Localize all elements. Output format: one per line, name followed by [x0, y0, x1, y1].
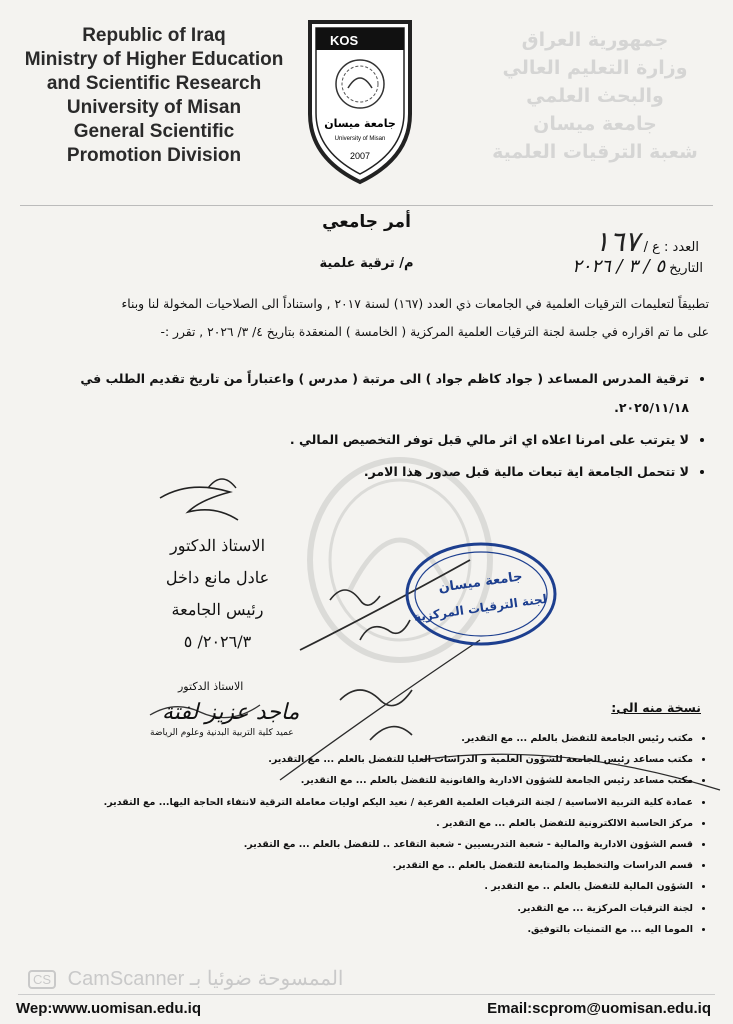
copy-recipient: • قسم الشؤون الادارية والمالية - شعبة التدريسيين - شعبة التقاعد .. للتفضل بالعلم ... مع التقدير. [53, 834, 693, 855]
signatory-position: رئيس الجامعة [171, 600, 264, 619]
logo-top-text: KOS [330, 33, 359, 48]
letterhead-line: شعبة الترقيات العلمية [492, 141, 698, 163]
document-subject: م/ ترقية علمية [319, 256, 414, 271]
reference-number-value: ١٦٧ [594, 225, 640, 258]
copies-list [53, 728, 709, 940]
letterhead-line: جامعة ميسان [533, 113, 657, 135]
letterhead-line: University of Misan [66, 97, 242, 118]
reference-date-value: ٥ / ٣ / ٢٠٢٦ [572, 256, 666, 277]
footer-divider [18, 994, 715, 995]
president-signature-block [150, 530, 285, 658]
document-title: أمر جامعي [322, 212, 411, 232]
scanner-watermark [28, 966, 344, 991]
dean-position: عميد كلية التربية البدنية وعلوم الرياضة [150, 728, 294, 738]
signature-date: ٢٠٢٦/٣/ ٥ [183, 632, 252, 651]
stamp-line-1: جامعة ميسان [437, 569, 524, 596]
dean-name: ماجد عزيز لفتة [162, 700, 300, 725]
copy-recipient: • عمادة كلية التربية الاساسية / لجنة الترقيات العلمية الفرعية / نعيد اليكم اوليات معاملة الترقية لانتفاء الحاجة اليها... مع التقدير. [53, 792, 693, 813]
university-logo [306, 18, 414, 186]
decision-item: • لا تتحمل الجامعة اية تبعات مالية قبل صدور هذا الامر. [24, 457, 689, 486]
letterhead-line: وزارة التعليم العالي [502, 57, 688, 79]
letterhead-line: and Scientific Research [46, 73, 262, 94]
stamp-line-2: لجنة الترقيات المركزية [412, 591, 548, 625]
body-paragraph: تطبيقاً لتعليمات الترقيات العلمية في الجامعات ذي العدد (١٦٧) لسنة ٢٠١٧ , واستناداً الى الصلاحيات المخولة لنا وبناء [121, 297, 709, 311]
signatory-title: الاستاذ الدكتور [169, 536, 266, 555]
arabic-letterhead [475, 26, 715, 166]
copy-recipient: • قسم الدراسات والتخطيط والمتابعة للتفضل بالعلم .. مع التقدير. [53, 855, 693, 876]
footer-website[interactable]: Wep:www.uomisan.edu.iq [16, 1000, 202, 1017]
body-paragraph: على ما تم اقراره في جلسة لجنة الترقيات العلمية المركزية ( الخامسة ) المنعقدة بتاريخ ٤/ ٣/ ٢٠٢٦ , تقرر :- [160, 325, 709, 339]
copy-recipient: • الشؤون المالية للتفضل بالعلم .. مع التقدير . [53, 876, 693, 897]
letterhead-line: جمهورية العراق [521, 29, 669, 51]
logo-english-name: University of Misan [334, 136, 386, 142]
logo-arabic-name: جامعة ميسان [324, 117, 396, 130]
copy-recipient: • مكتب مساعد رئيس الجامعة للشؤون الادارية والقانونية للتفضل بالعلم ... مع التقدير. [53, 770, 693, 791]
letterhead-line: Republic of Iraq [82, 25, 226, 46]
committee-stamp [402, 538, 560, 650]
copy-recipient: • مكتب رئيس الجامعة للتفضل بالعلم ... مع التقدير. [53, 728, 693, 749]
reference-number-label: العدد : ع / [643, 240, 699, 255]
decision-item: • لا يترتب على امرنا اعلاه اي اثر مالي قبل توفر التخصيص المالي . [24, 425, 689, 454]
signatory-name: عادل مانع داخل [165, 568, 270, 587]
english-letterhead [14, 24, 294, 168]
logo-year: 2007 [349, 151, 371, 161]
footer-email[interactable]: Email:scprom@uomisan.edu.iq [487, 1000, 711, 1017]
copies-heading: نسخة منه الى: [611, 700, 701, 715]
reference-date-label: التاريخ [669, 261, 703, 276]
letterhead-line: Promotion Division [66, 145, 242, 166]
letterhead-line: General Scientific [73, 121, 235, 142]
header-divider [20, 205, 713, 206]
copy-recipient: • الموما اليه ... مع التمنيات بالتوفيق. [53, 919, 693, 940]
decision-item: • ترقية المدرس المساعد ( جواد كاظم جواد ) الى مرتبة ( مدرس ) واعتباراً من تاريخ تقديم الطلب في ٢٠٢٥/١١/١٨. [24, 364, 689, 422]
copy-recipient: • لجنة الترقيات المركزية ... مع التقدير. [53, 898, 693, 919]
scanner-watermark-text: CamScanner الممسوحة ضوئيا بـ [67, 968, 344, 990]
letterhead-line: Ministry of Higher Education [24, 49, 284, 70]
letterhead-line: والبحث العلمي [526, 85, 664, 107]
copy-recipient: • مركز الحاسبة الالكترونية للتفضل بالعلم ... مع التقدير . [53, 813, 693, 834]
camscanner-icon: CS [28, 970, 56, 989]
copy-recipient: • مكتب مساعد رئيس الجامعة للشؤون العلمية و الدراسات العليا للتفضل بالعلم ... مع التقدير. [53, 749, 693, 770]
dean-title: الاستاذ الدكتور [178, 680, 244, 693]
